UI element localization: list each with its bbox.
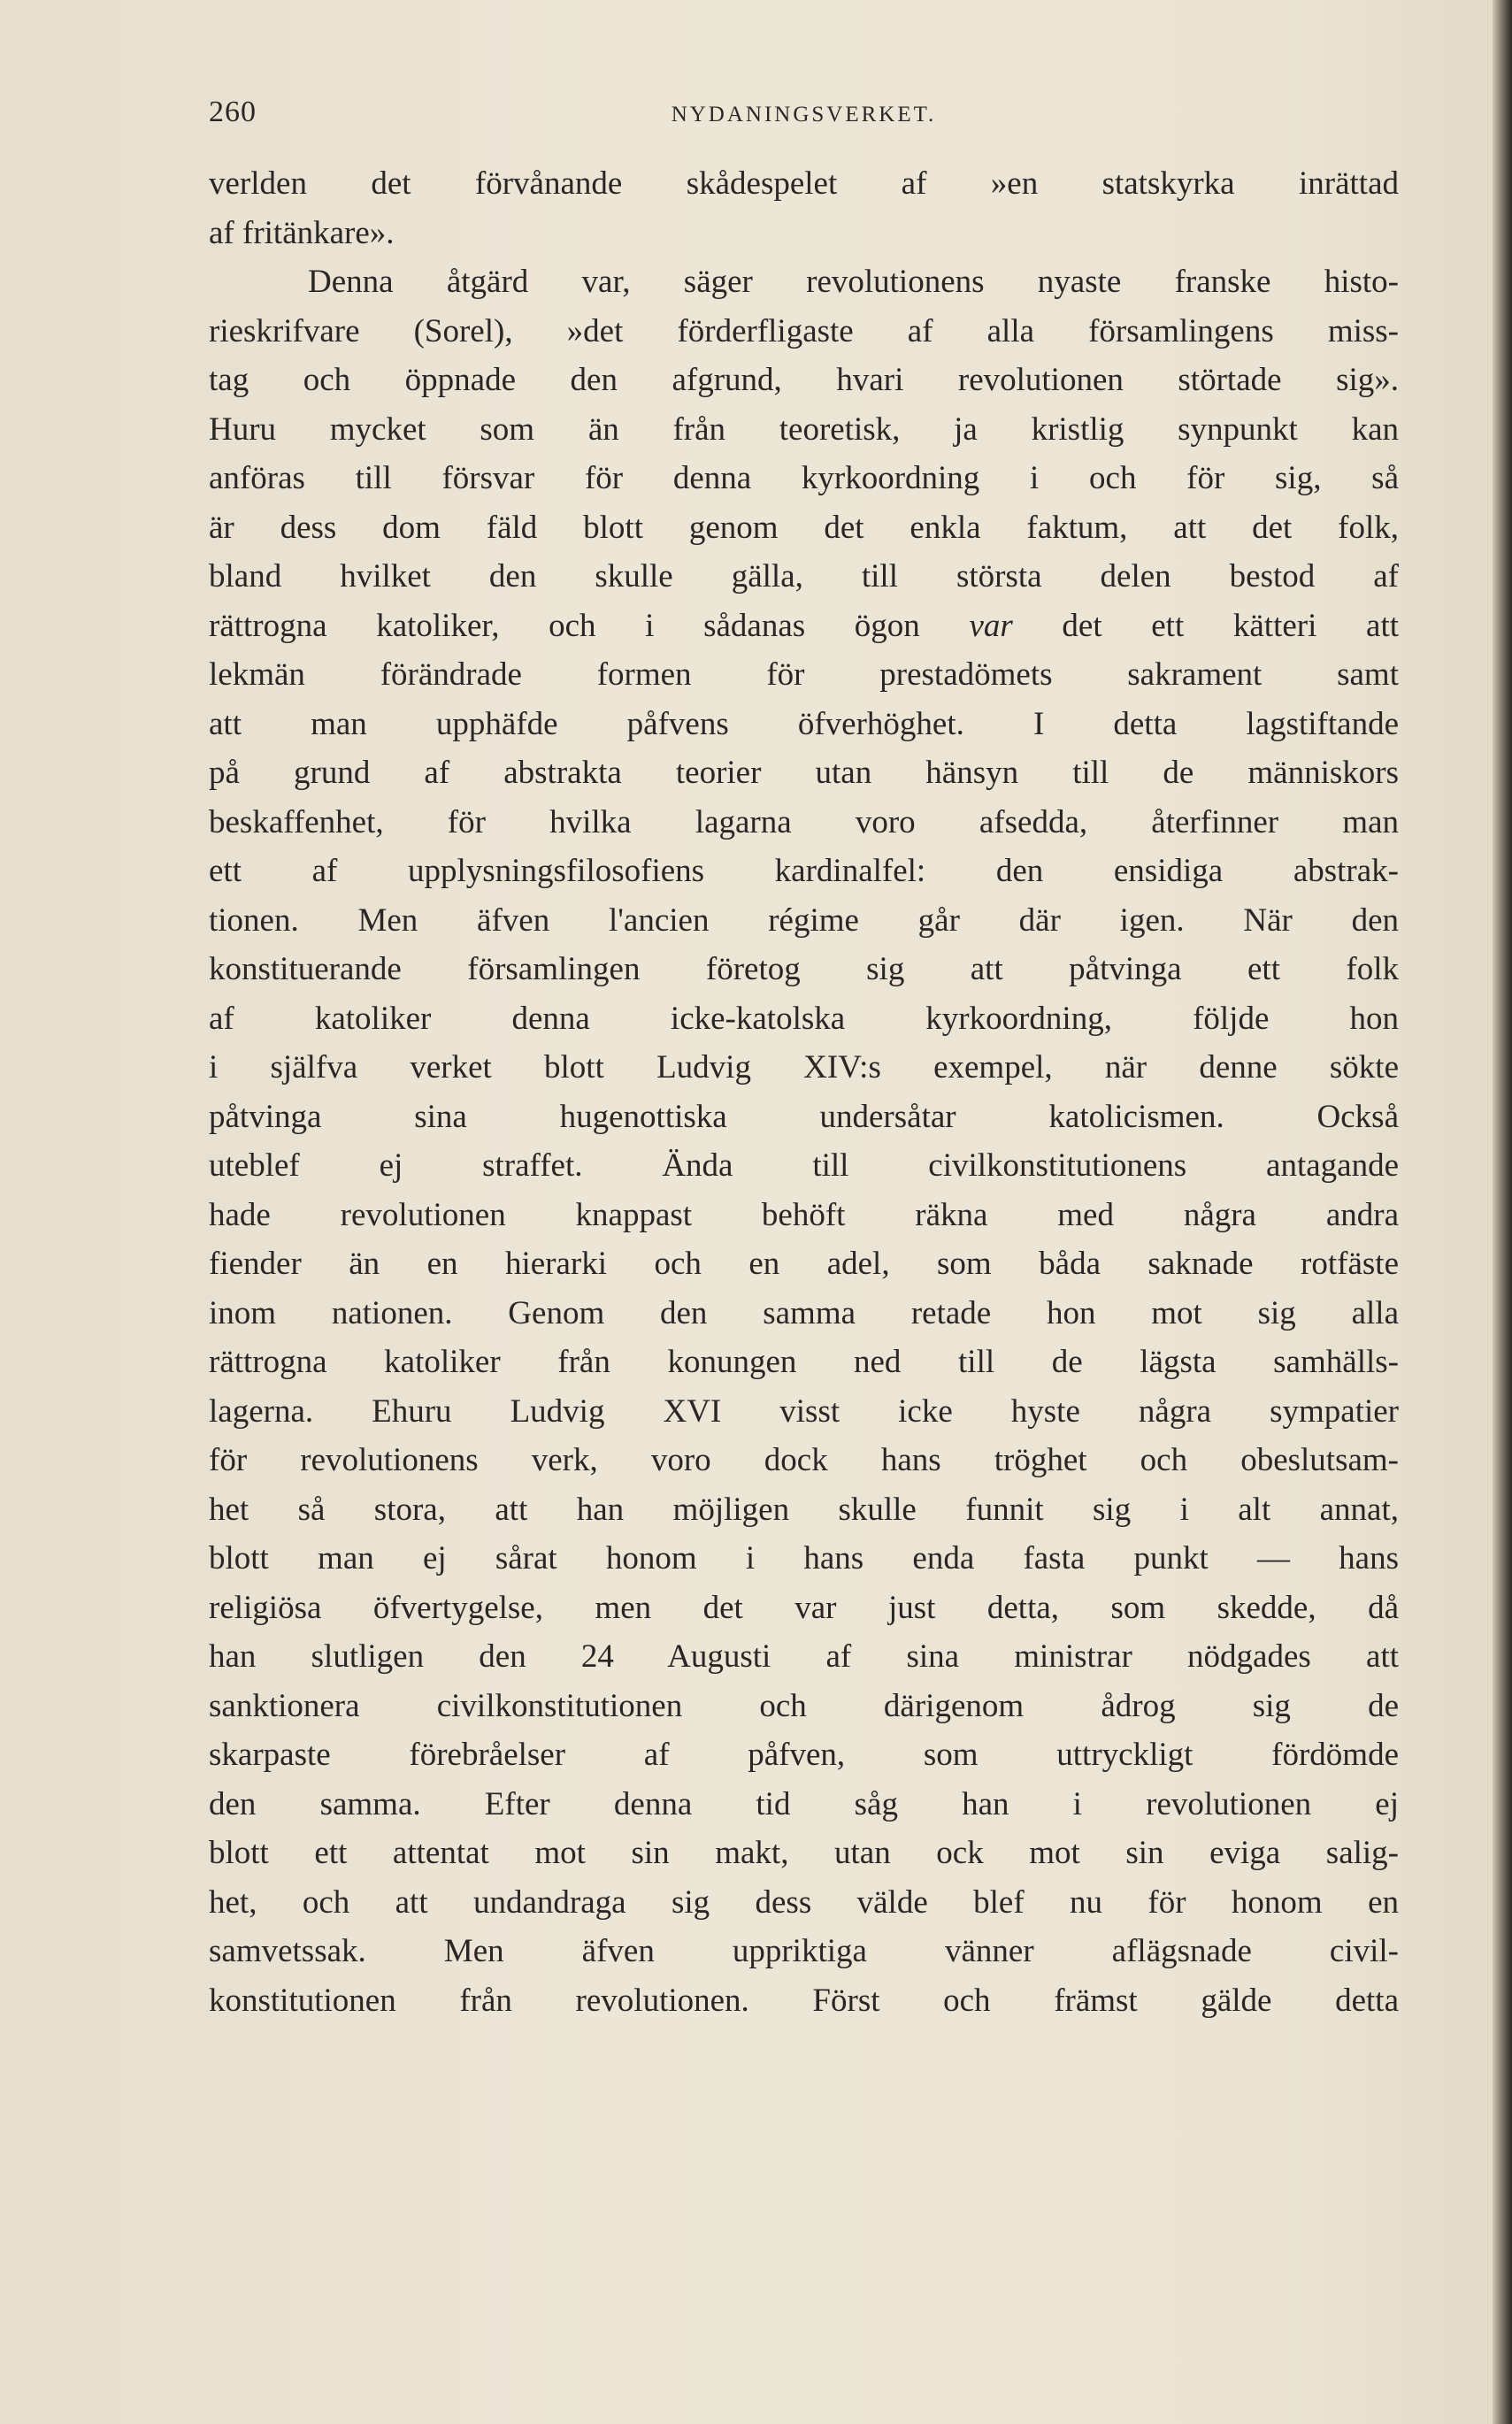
text-line: är dess dom fäld blott genom det enkla faktum, att det folk,	[209, 509, 1399, 546]
emphasis: var	[969, 607, 1013, 644]
text-line: anföras till försvar för denna kyrkoordning i och för sig, så	[209, 460, 1399, 496]
text-line: af katoliker denna icke-katolska kyrkoordning, följde hon	[209, 1000, 1399, 1037]
page-number: 260	[209, 96, 257, 128]
text-line: religiösa öfvertygelse, men det var just detta, som skedde, då	[209, 1589, 1399, 1626]
text-line: hade revolutionen knappast behöft räkna med några andra	[209, 1196, 1399, 1233]
page-header	[209, 90, 1399, 134]
text-line: rättrogna katoliker, och i sådanas ögon var det ett kätteri att	[209, 607, 1399, 644]
text-line: verlden det förvånande skådespelet af »en statskyrka inrättad	[209, 165, 1399, 202]
text-line: Denna åtgärd var, säger revolutionens nyaste franske histo-	[308, 264, 1399, 300]
text-line: han slutligen den 24 Augusti af sina ministrar nödgades att	[209, 1638, 1399, 1675]
text-line: het så stora, att han möjligen skulle funnit sig i alt annat,	[209, 1491, 1399, 1528]
text-line: skarpaste förebråelser af påfven, som uttryckligt fördömde	[209, 1737, 1399, 1773]
text-line: lagerna. Ehuru Ludvig XVI visst icke hyste några sympatier	[209, 1392, 1399, 1430]
text-line: konstituerande församlingen företog sig att påtvinga ett folk	[209, 951, 1399, 987]
text-line: blott ett attentat mot sin makt, utan ock mot sin eviga salig-	[209, 1835, 1399, 1871]
text-line: Huru mycket som än från teoretisk, ja kristlig synpunkt kan	[209, 410, 1399, 448]
text-line: lekmän förändrade formen för prestadömets sakrament samt	[209, 656, 1399, 693]
text-line: på grund af abstrakta teorier utan hänsyn till de människors	[209, 755, 1399, 791]
text-line: rättrogna katoliker från konungen ned till de lägsta samhälls-	[209, 1344, 1399, 1380]
text-line: uteblef ej straffet. Ända till civilkonstitutionens antagande	[209, 1147, 1399, 1184]
text-line: bland hvilket den skulle gälla, till största delen bestod af	[209, 558, 1399, 594]
text-line: af fritänkare».	[209, 214, 395, 251]
text-line: för revolutionens verk, voro dock hans tröghet och obeslutsam-	[209, 1442, 1399, 1478]
body-text	[209, 159, 1399, 2025]
page-edge-shadow	[1493, 0, 1512, 2424]
text-line: den samma. Efter denna tid såg han i revolutionen ej	[209, 1785, 1399, 1822]
text-line: blott man ej sårat honom i hans enda fasta punkt — hans	[209, 1540, 1399, 1576]
text-line: att man upphäfde påfvens öfverhöghet. I detta lagstiftande	[209, 705, 1399, 742]
text-line: i själfva verket blott Ludvig XIV:s exempel, när denne sökte	[209, 1049, 1399, 1085]
text-line: rieskrifvare (Sorel), »det förderfligaste af alla församlingens miss-	[209, 312, 1399, 349]
running-head: NYDANINGSVERKET.	[671, 103, 937, 127]
text-line: beskaffenhet, för hvilka lagarna voro afsedda, återfinner man	[209, 803, 1399, 840]
text-line: tionen. Men äfven l'ancien régime går där igen. När den	[209, 901, 1399, 939]
text-line: ett af upplysningsfilosofiens kardinalfel: den ensidiga abstrak-	[209, 853, 1399, 889]
text-line: tag och öppnade den afgrund, hvari revolutionen störtade sig».	[209, 362, 1399, 398]
text-line: konstitutionen från revolutionen. Först och främst gälde detta	[209, 1982, 1399, 2019]
text-line: sanktionera civilkonstitutionen och därigenom ådrog sig de	[209, 1687, 1399, 1724]
text-line: samvetssak. Men äfven uppriktiga vänner aflägsnade civil-	[209, 1933, 1399, 1969]
text-line: inom nationen. Genom den samma retade hon mot sig alla	[209, 1294, 1399, 1331]
text-line: het, och att undandraga sig dess välde blef nu för honom en	[209, 1883, 1399, 1921]
text-line: påtvinga sina hugenottiska undersåtar katolicismen. Också	[209, 1098, 1399, 1135]
text-line: fiender än en hierarki och en adel, som båda saknade rotfäste	[209, 1246, 1399, 1282]
